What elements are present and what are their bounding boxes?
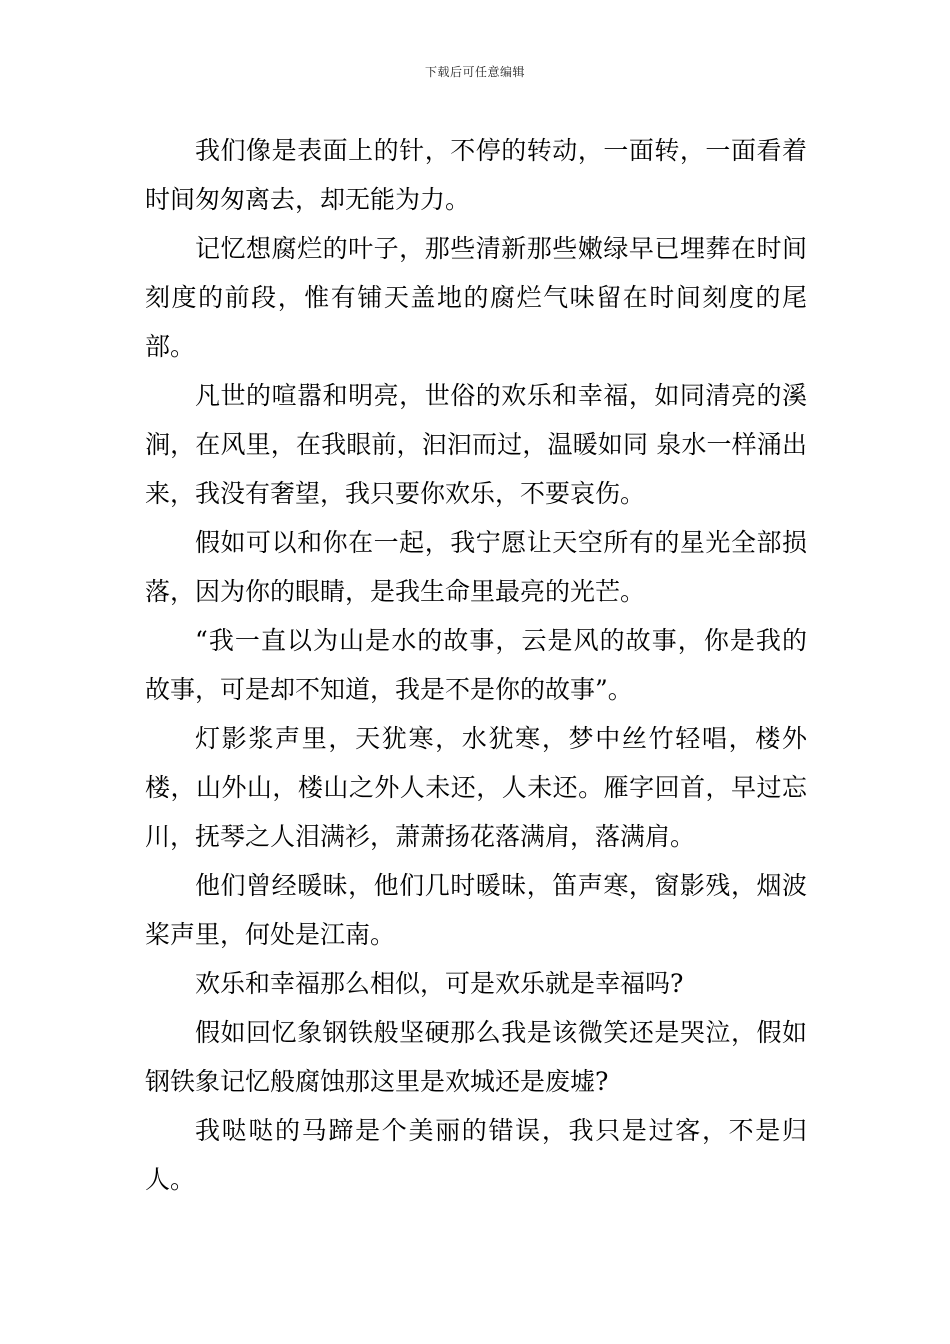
page-header: 下载后可任意编辑 [424,65,525,79]
paragraph: “我一直以为山是水的故事，云是风的故事，你是我的故事，可是却不知道，我是不是你的故事”。 [145,626,807,704]
paragraph: 假如回忆象钢铁般坚硬那么我是该微笑还是哭泣，假如钢铁象记忆般腐蚀那这里是欢城还是废墟? [145,1018,807,1096]
paragraph: 记忆想腐烂的叶子，那些清新那些嫩绿早已埋葬在时间刻度的前段，惟有铺天盖地的腐烂气味留在时间刻度的尾部。 [145,234,807,361]
paragraph: 我们像是表面上的针，不停的转动，一面转，一面看着时间匆匆离去，却无能为力。 [145,136,807,214]
document-body [145,126,807,1204]
paragraph: 他们曾经暖昧，他们几时暖昧，笛声寒，窗影残，烟波桨声里，何处是江南。 [145,871,807,949]
paragraph: 凡世的喧嚣和明亮，世俗的欢乐和幸福，如同清亮的溪涧，在风里，在我眼前，汩汩而过，温暖如同 泉水一样涌出来，我没有奢望，我只要你欢乐，不要哀伤。 [145,381,807,508]
paragraph: 灯影浆声里，天犹寒，水犹寒，梦中丝竹轻唱，楼外楼，山外山，楼山之外人未还，人未还。雁字回首，早过忘川，抚琴之人泪满衫，萧萧扬花落满肩，落满肩。 [145,724,807,851]
paragraph: 我哒哒的马蹄是个美丽的错误，我只是过客，不是归人。 [145,1116,807,1194]
paragraph: 欢乐和幸福那么相似，可是欢乐就是幸福吗? [195,969,684,998]
paragraph: 假如可以和你在一起，我宁愿让天空所有的星光全部损落，因为你的眼睛，是我生命里最亮的光芒。 [145,528,807,606]
